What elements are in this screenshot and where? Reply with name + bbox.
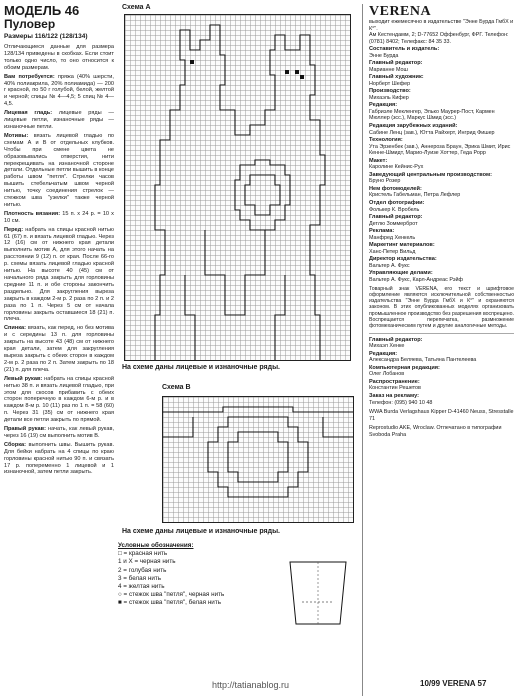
legal-notice: Товарный знак VERENA, его текст и шрифтовое оформление являются исключительной собственностью издательства "Энне Бурда ГмбХ и К°" и охраняются законом. В этих опубликованных моделях организовать промышленное производство без разрешения воспрещено. Воспрещается перепечатка, размножение фотомеханическим путем и другие аналогичные методы. xyxy=(369,285,514,330)
model-number: МОДЕЛЬ 46 xyxy=(4,4,80,18)
legend-title: Условные обозначения: xyxy=(118,542,194,549)
clock-outline xyxy=(235,160,290,230)
legend-item: ■ = стежок шва "петля", белая нить xyxy=(118,599,221,607)
sizes-line: Размеры 116/122 (128/134) xyxy=(4,33,88,40)
eye-mark-3 xyxy=(295,70,299,74)
imprint-heading: Заказ на рекламу: xyxy=(369,392,419,399)
imprint-text: Кристель Габельман, Петра Лефлер xyxy=(369,192,461,199)
imprint-heading: Нем фотомоделей: xyxy=(369,185,422,192)
face-stitch-label: Лицевая гладь: xyxy=(4,110,53,117)
materials-text: пряжа (40% шерсти, 40% полиакрила, 20% полиамида) — 200 г красной, по 50 г голубой, белой, желтой и черной; спицы № 4—4,5; 5 спиц № 4—4,5. xyxy=(4,73,114,108)
right-sleeve-paragraph xyxy=(4,426,114,440)
medallion-inner xyxy=(228,432,288,482)
medallion-outer xyxy=(208,417,308,497)
imprint-text: Каролине Кейнис-Рух xyxy=(369,164,424,171)
back-label: Спинка: xyxy=(4,325,27,332)
imprint-text: Габриэле Мекленгер, Элько Маурер-Пост, Кармен Мюллер (зсс.), Маркус Шмид (зсс.) xyxy=(369,108,495,122)
back-paragraph xyxy=(4,325,114,373)
imprint-heading: Редакция: xyxy=(369,102,398,109)
eye-mark-4 xyxy=(300,75,304,79)
band-left xyxy=(163,417,193,437)
imprint-text: Ута Эрзенбек (зав.), Аннероза Браун, Эрика Шмит, Ирис Кенне-Шмидт, Марио-Луизе Хоттер, Геда Рорр xyxy=(369,143,511,157)
sleeve-pattern-drawing xyxy=(288,552,348,627)
front-text: набрать на спицы красной нитью 61 (67) п. и вязать лицевой гладью. Через 12 (16) см от нижнего края детали выполнить мотив А, для этого начать на расстоянии 9 (12) п. от края. После 66-го р. схемы вязать лицевой гладью красной нитью. На высоте 40 (45) см от начального ряда закрыть для горловины средние 11 п. и обе стороны закончить раздельно. Для закругления выреза закрыть в каждом 2-м р. 2 раза по 2 п. и 2 раза по 1 п. Через 5 см от начала горловины закрыть оставшиеся 18 (21) п. плеча. xyxy=(4,226,114,323)
schema-a-grid xyxy=(124,14,351,361)
imprint-text: Энне Бурда xyxy=(369,52,399,59)
motifs-text: вязать лицевой гладью по схемам А и В от отдельных клубков. Чтобы при смене цвета не образовывались отверстия, нити перекрещивать на изнаночной стороне детали. Отдельные петли вышить в конце работы швом "петля". Стрелки часов вышить стебельчатым швом черной нитью, точку соединения стрелок — стежком шва "узелки" также черной нитью. xyxy=(4,132,114,208)
instructions-column xyxy=(4,4,114,694)
intro-text: Отличающиеся данные для размера 128/134 приведены в скобках. Если стоит только одно число, то оно относится к обоим размерам. xyxy=(4,44,114,71)
imprint-heading: Главный редактор: xyxy=(369,214,423,221)
density-label: Плотность вязания: xyxy=(4,210,61,217)
density-text: 15 п. х 24 р. = 10 х 10 см. xyxy=(4,210,114,224)
imprint-text: WWA Burda Verlagshaus Kipper D-41460 Neuss, Stresstalle 71 xyxy=(369,409,514,422)
materials-paragraph xyxy=(4,74,114,109)
imprint-text: Детлю Зоммерброт xyxy=(369,220,418,227)
schema-b-title: Схема В xyxy=(162,384,191,391)
imprint-heading: Составитель и издатель: xyxy=(369,46,440,52)
sleeve-pattern xyxy=(288,552,348,627)
legend-item: ○ = стежок шва "петля", черная нить xyxy=(118,591,225,599)
inner-body xyxy=(205,230,265,315)
imprint-heading: Заведующий центральным производством: xyxy=(369,171,492,178)
front-label: Перед: xyxy=(4,226,24,233)
imprint-heading: Главный художник: xyxy=(369,74,424,81)
imprint-heading: Реклама: xyxy=(369,228,395,235)
legend xyxy=(118,542,278,608)
imprint-heading: Редакция зарубежных изданий: xyxy=(369,122,458,129)
legend-item: 3 = белая нить xyxy=(118,574,162,582)
materials-label: Вам потребуется: xyxy=(4,73,55,80)
back-text: вязать, как перед, но без мотива и с середины 13 п. для горловины закрыть на высоте 43 (48) см от нижнего края детали, затем для закругления выреза закрыть с обеих сторон в каждом 2-м р. 2 раза по 2 п. Затем закрыть по 18 (21) п. для плеча. xyxy=(4,325,114,373)
imprint-heading: Макет: xyxy=(369,157,388,164)
schema-b-motif-outline xyxy=(163,397,353,522)
imprint-heading: Распространение: xyxy=(369,378,420,385)
site-url[interactable]: http://tatianablog.ru xyxy=(212,680,290,690)
face-stitch-paragraph xyxy=(4,110,114,131)
right-sleeve-text: начать, как левый рукав, через 16 (19) см выполнить мотив В. xyxy=(4,426,114,439)
imprint-text: Михаэль Кифер xyxy=(369,94,409,101)
imprint-heading: Главный редактор: xyxy=(369,336,423,343)
legend-item: 1 и X = черная нить xyxy=(118,558,176,566)
schema-a-motif-outline xyxy=(125,15,350,360)
imprint-text: Reprostudio AKE, Wroclaw. Отпечатано в типографии Svoboda Praha xyxy=(369,425,502,438)
imprint-heading: Отдел фотографии: xyxy=(369,199,425,206)
eye-mark-1 xyxy=(190,60,194,64)
imprint-text: выходит ежемесячно в издательстве "Энне Бурда ГмбХ и К°". xyxy=(369,19,514,32)
imprint-heading: Редакция: xyxy=(369,350,398,357)
schema-a-caption: На схеме даны лицевые и изнаночные ряды. xyxy=(122,364,281,371)
imprint-heading: Главный редактор: xyxy=(369,60,423,67)
left-sleeve-paragraph xyxy=(4,376,114,424)
legend-item: □ = красная нить xyxy=(118,550,168,558)
clock-inner xyxy=(245,175,280,215)
imprint-text: Фолькер К. Вробель xyxy=(369,206,420,213)
imprint-text: Сабине Ленц (зав.), Ютта Райхерт, Ингрид Фишер xyxy=(369,129,495,136)
assembly-label: Сборка: xyxy=(4,441,27,448)
imprint-text: Олег Лобанов xyxy=(369,371,405,378)
divider xyxy=(369,333,514,334)
assembly-paragraph xyxy=(4,442,114,477)
right-leg xyxy=(275,275,285,360)
schema-b-caption: На схеме даны лицевые и изнаночные ряды. xyxy=(122,528,281,535)
imprint-text: Михаэл Хенке xyxy=(369,343,405,350)
imprint-text: Ханс-Петер Вильд xyxy=(369,248,416,255)
charts-column xyxy=(118,4,358,696)
legend-item: 4 = желтая нить xyxy=(118,583,165,591)
imprint-heading: Управляющие делами: xyxy=(369,270,433,277)
band-right xyxy=(323,417,353,437)
imprint-heading: Технология: xyxy=(369,137,403,144)
assembly-text: выполнить швы. Вышить рукав. Для бейки набрать на 4 спицы по краю горловины красной нитью 90 п. и связать 17 р. попеременно 1 лицевой и 1 изнаночной, затем петли закрыть. xyxy=(4,441,114,476)
left-sleeve-label: Левый рукав: xyxy=(4,375,43,382)
imprint-text: Бруно Розер xyxy=(369,178,401,185)
imprint-text: Константин Решетов xyxy=(369,385,421,392)
eye-mark-2 xyxy=(285,70,289,74)
right-sleeve-label: Правый рукав: xyxy=(4,426,46,433)
imprint-heading: Производство: xyxy=(369,88,411,95)
imprint-text: Вальтер А. Фукс, Карл-Андреас Рэйф xyxy=(369,277,463,283)
face-stitch-text: лицевые ряды — лицевые петли, изнаночные ряды — изнаночные петли. xyxy=(4,110,114,130)
imprint-text: Манфред Хенкель xyxy=(369,234,416,241)
schema-a-title: Схема А xyxy=(122,4,151,11)
front-paragraph xyxy=(4,227,114,324)
imprint-text: Александра Беляева, Татьяна Пантелеева xyxy=(369,357,477,364)
imprint-heading: Директор издательства: xyxy=(369,256,437,263)
imprint-text: Ам Кестендамм, 2; D-77652 Оффенбург, ФРГ. Телефон: (0781) 8402; Телефакс: 84 35 33. xyxy=(369,32,509,45)
left-sleeve-text: набрать на спицы красной нитью 38 п. и вязать лицевой гладью, при этом для скосов прибавить с обеих сторон поперечную в каждом 6-м р. и в каждом 8-м р. 10 (11) раз по 1 п. = 58 (60) п. Через 31 (35) см от нижнего края детали все петли закрыть по прямой. xyxy=(4,375,114,424)
density-paragraph xyxy=(4,211,114,225)
motifs-paragraph xyxy=(4,133,114,209)
page-number: 10/99 VERENA 57 xyxy=(420,679,487,688)
imprint-heading: Маркетинг материалов: xyxy=(369,242,435,249)
garment-title: Пуловер xyxy=(4,17,56,31)
legend-item: 2 = голубая нить xyxy=(118,566,167,574)
band-top xyxy=(163,407,353,412)
schema-b-grid xyxy=(162,396,354,523)
page-footer xyxy=(0,678,517,696)
cat-outline xyxy=(155,25,325,360)
left-leg xyxy=(185,275,195,360)
motifs-label: Мотивы: xyxy=(4,132,29,139)
imprint-heading: Компьютерная редакция: xyxy=(369,364,440,371)
brand-logo: VERENA xyxy=(369,4,432,19)
imprint-text: Телефон: (095) 940 10 48 xyxy=(369,399,433,406)
imprint-column xyxy=(362,4,514,696)
imprint-text: Норберт Шефер xyxy=(369,80,411,87)
imprint-text: Вальтер А. Фукс xyxy=(369,262,410,269)
imprint-text: Марианне Мош xyxy=(369,66,408,73)
